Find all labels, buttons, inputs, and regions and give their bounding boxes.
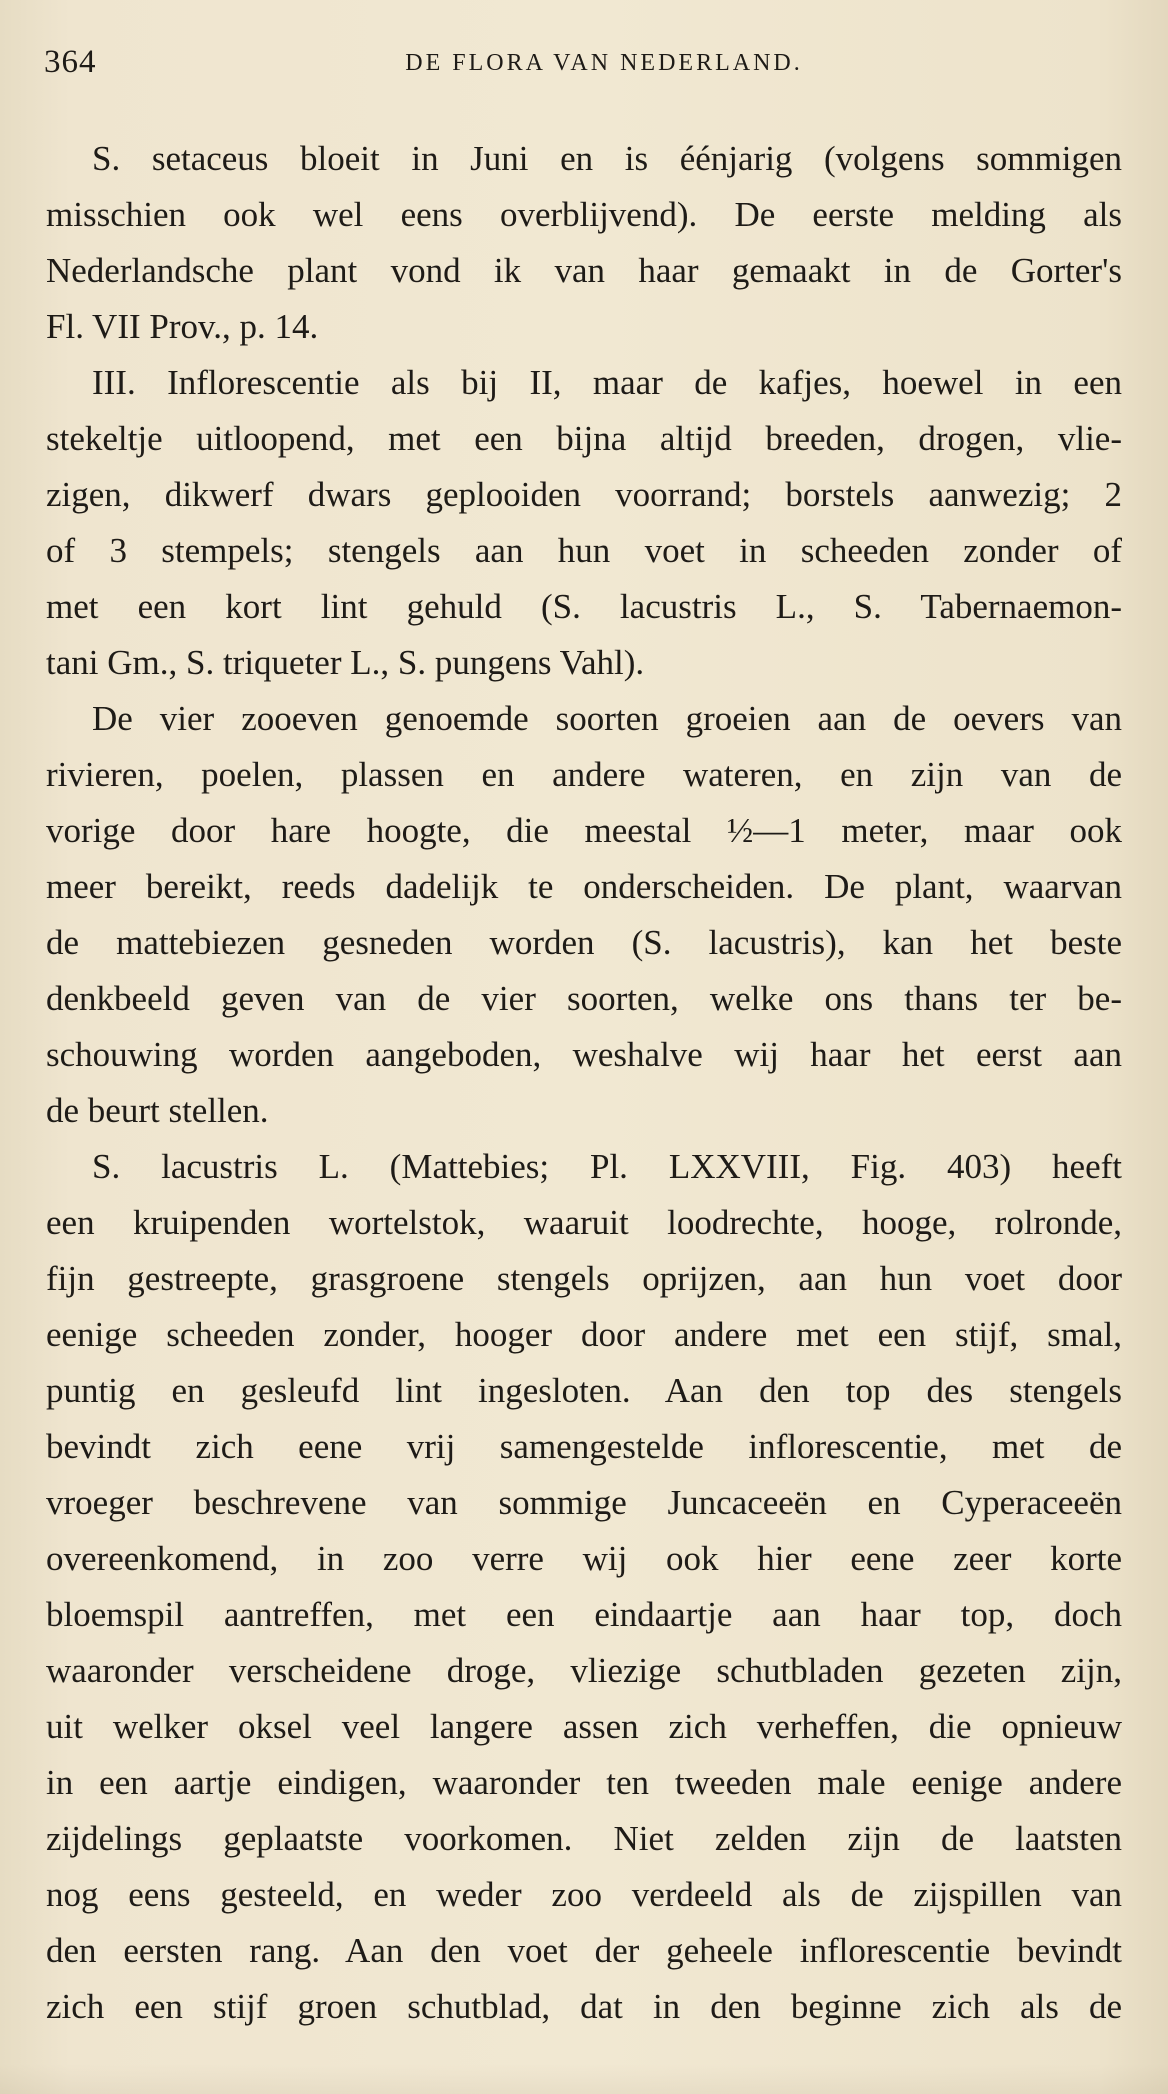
text-line: een kruipenden wortelstok, waaruit loodrechte, hooge, rolronde,: [46, 1203, 1122, 1242]
text-line: meer bereikt, reeds dadelijk te onderscheiden. De plant, waarvan: [46, 867, 1122, 906]
text-line: fijn gestreepte, grasgroene stengels oprijzen, aan hun voet door: [46, 1259, 1122, 1298]
text-line: bloemspil aantreffen, met een eindaartje aan haar top, doch: [46, 1595, 1122, 1634]
text-line: tani Gm., S. triqueter L., S. pungens Vahl).: [46, 643, 645, 682]
text-line: rivieren, poelen, plassen en andere wateren, en zijn van de: [46, 755, 1122, 794]
text-line: bevindt zich eene vrij samengestelde inflorescentie, met de: [46, 1427, 1122, 1466]
text-line: vroeger beschrevene van sommige Juncaceeën en Cyperaceeën: [46, 1483, 1122, 1522]
text-line: eenige scheeden zonder, hooger door andere met een stijf, smal,: [46, 1315, 1122, 1354]
text-line: schouwing worden aangeboden, weshalve wij haar het eerst aan: [46, 1035, 1122, 1074]
page-number: 364: [44, 44, 97, 80]
text-line: puntig en gesleufd lint ingesloten. Aan den top des stengels: [46, 1371, 1122, 1410]
text-line: S. setaceus bloeit in Juni en is éénjarig (volgens sommigen: [92, 139, 1122, 178]
page-edge-shade: [0, 2064, 1168, 2094]
text-line: den eersten rang. Aan den voet der geheele inflorescentie bevindt: [46, 1931, 1122, 1970]
text-line: de beurt stellen.: [46, 1091, 269, 1130]
text-line: zigen, dikwerf dwars geplooiden voorrand; borstels aanwezig; 2: [46, 475, 1122, 514]
text-line: in een aartje eindigen, waaronder ten tweeden male eenige andere: [46, 1763, 1122, 1802]
text-line: overeenkomend, in zoo verre wij ook hier eene zeer korte: [46, 1539, 1122, 1578]
page-header: [44, 44, 1124, 88]
text-line: vorige door hare hoogte, die meestal ½—1 meter, maar ook: [46, 811, 1122, 850]
text-line: Nederlandsche plant vond ik van haar gemaakt in de Gorter's: [46, 251, 1122, 290]
text-line: de mattebiezen gesneden worden (S. lacustris), kan het beste: [46, 923, 1122, 962]
text-line: zijdelings geplaatste voorkomen. Niet zelden zijn de laatsten: [46, 1819, 1122, 1858]
text-line: nog eens gesteeld, en weder zoo verdeeld als de zijspillen van: [46, 1875, 1122, 1914]
text-line: stekeltje uitloopend, met een bijna altijd breeden, drogen, vlie-: [46, 419, 1122, 458]
text-line: Fl. VII Prov., p. 14.: [46, 307, 319, 346]
text-line: III. Inflorescentie als bij II, maar de kafjes, hoewel in een: [92, 363, 1122, 402]
text-line: De vier zooeven genoemde soorten groeien aan de oevers van: [92, 699, 1122, 738]
text-line: S. lacustris L. (Mattebies; Pl. LXXVIII, Fig. 403) heeft: [92, 1147, 1122, 1186]
text-line: uit welker oksel veel langere assen zich verheffen, die opnieuw: [46, 1707, 1122, 1746]
text-line: denkbeeld geven van de vier soorten, welke ons thans ter be-: [46, 979, 1122, 1018]
running-head: DE FLORA VAN NEDERLAND.: [405, 50, 803, 76]
text-line: of 3 stempels; stengels aan hun voet in scheeden zonder of: [46, 531, 1122, 570]
text-line: waaronder verscheidene droge, vliezige schutbladen gezeten zijn,: [46, 1651, 1122, 1690]
text-line: met een kort lint gehuld (S. lacustris L., S. Tabernaemon-: [46, 587, 1122, 626]
text-line: misschien ook wel eens overblijvend). De eerste melding als: [46, 195, 1122, 234]
text-line: zich een stijf groen schutblad, dat in den beginne zich als de: [46, 1987, 1122, 2026]
page-body: [46, 131, 1122, 2035]
